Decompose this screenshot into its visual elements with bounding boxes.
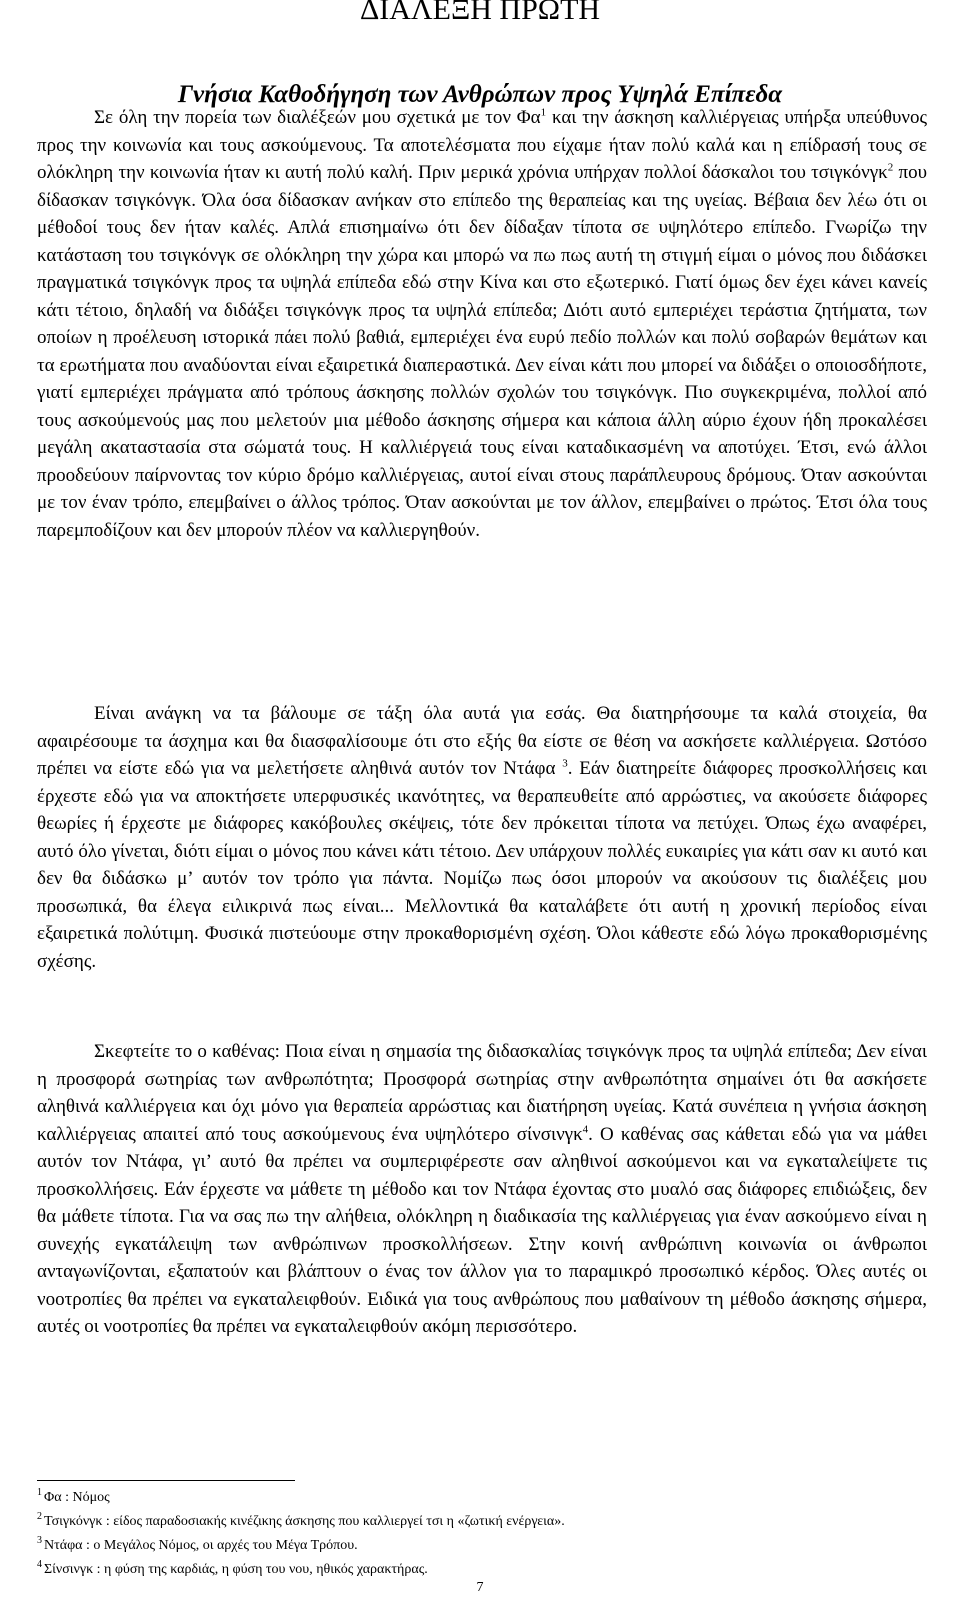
body-paragraph-2 <box>37 700 927 975</box>
paragraph-text: . Ο καθένας σας κάθεται εδώ για να μάθει αυτόν τον Ντάφα, γι’ αυτό θα πρέπει να συμπεριφέρεστε σαν αληθινοί ασκούμενοι και να εγκαταλείψετε τις προσκολλήσεις. Εάν έρχεστε να μάθετε τη μέθοδο και τον Ντάφα έχοντας στο μυαλό σας διάφορες επιδιώξεις, δεν θα μάθετε τίποτα. Για να σας πω την αλήθεια, ολόκληρη η διαδικασία της καλλιέργειας για έναν ασκούμενο είναι η συνεχής εγκατάλειψη των ανθρώπινων προσκολλήσεων. Στην κοινή ανθρώπινη κοινωνία οι άνθρωποι ανταγωνίζονται, εξαπατούν και βλάπτουν ο ένας τον άλλον για το παραμικρό προσωπικό κέρδος. Όλες αυτές οι νοοτροπίες θα πρέπει να εγκαταλειφθούν. Ειδικά για τους ανθρώπους που μαθαίνουν τη μέθοδο άσκησης σήμερα, αυτές οι νοοτροπίες θα πρέπει να εγκαταλειφθούν ακόμη περισσότερο. <box>37 1123 927 1337</box>
footnote-text: Φα : Νόμος <box>44 1490 110 1505</box>
footnote-number: 4 <box>37 1559 42 1571</box>
footnote-ref: 2 <box>887 161 894 174</box>
paragraph-text: Σε όλη την πορεία των διαλέξεών μου σχετικά με τον Φα <box>94 107 541 128</box>
paragraph-text: που δίδασκαν τσιγκόνγκ. Όλα όσα δίδασκαν ανήκαν στο επίπεδο της θεραπείας και της υγείας. Βέβαια δεν λέω ότι οι μέθοδοί τους δεν ήταν καλές. Απλά επισημαίνω ότι δεν δίδαξαν τίποτα σε υψηλότερο επίπεδο. Γνωρίζω την κατάσταση του τσιγκόνγκ σε ολόκληρη την χώρα και μπορώ να πω πως αυτή τη στιγμή είμαι ο μόνος που διδάσκει πραγματικά τσιγκόνγκ προς τα υψηλά επίπεδα εδώ στην Κίνα και στο εξωτερικό. Γιατί όμως δεν έχει κάνει κανείς κάτι τέτοιο, δηλαδή να διδάξει τσιγκόνγκ προς τα υψηλά επίπεδα; Διότι αυτό εμπεριέχει τεράστια ζητήματα, των οποίων η προέλευση ιστορικά πάει πολύ βαθιά, εμπεριέχει ένα ευρύ πεδίο πολλών και πολύ σοβαρών θεμάτων και τα ερωτήματα που αναδύονται είναι εξαιρετικά διαπεραστικά. Δεν είναι κάτι που μπορεί να διδάξει ο οποιοσδήποτε, γιατί εμπεριέχει πράγματα από τρόπους άσκησης πολλών σχολών του τσιγκόνγκ. Πιο συγκεκριμένα, πολλοί από τους ασκούμενούς μας που μελετούν μια μέθοδο άσκησης σήμερα και κάποια άλλη αύριο έχουν ήδη προκαλέσει μεγάλη ακαταστασία στα σώματά τους. Η καλλιέργειά τους είναι καταδικασμένη να αποτύχει. Έτσι, ενώ άλλοι προοδεύουν παίρνοντας τον κύριο δρόμο καλλιέργειας, αυτοί είναι στους παράπλευρους δρόμους. Όταν ασκούνται με τον έναν τρόπο, επεμβαίνει ο άλλος τρόπος. Όταν ασκούνται με τον άλλον, επεμβαίνει ο πρώτος. Έτσι όλα τους παρεμποδίζουν και δεν μπορούν πλέον να καλλιεργηθούν. <box>37 162 927 541</box>
footnote-4 <box>37 1558 927 1582</box>
paragraph-text: και την άσκηση καλλιέργειας υπήρξα υπεύθυνος προς την κοινωνία και τους ασκούμενους. Τα αποτελέσματα που είχαμε ήταν πολύ καλά και η επίδρασή τους σε ολόκληρη την κοινωνία ήταν κι αυτή πολύ καλή. Πριν μερικά χρόνια υπήρχαν πολλοί δάσκαλοι του τσιγκόνγκ <box>37 107 927 183</box>
body-paragraph-3 <box>37 1038 927 1341</box>
body-paragraph-1 <box>37 104 927 544</box>
footnote-text: Σίνσινγκ : η φύση της καρδιάς, η φύση του νου, ηθικός χαρακτήρας. <box>44 1562 428 1577</box>
page-number: 7 <box>476 1580 484 1595</box>
footnote-text: Ντάφα : ο Μεγάλος Νόμος, οι αρχές του Μέγα Τρόπου. <box>44 1538 358 1553</box>
paragraph-text: Είναι ανάγκη να τα βάλουμε σε τάξη όλα αυτά για εσάς. Θα διατηρήσουμε τα καλά στοιχεία, θα αφαιρέσουμε τα άσχημα και θα διασφαλίσουμε ότι στο εξής θα είστε σε θέση να ασκήσετε καλλιέργεια. Ωστόσο πρέπει να είστε εδώ για να μελετήσετε αληθινά αυτόν τον Ντάφα <box>37 703 927 779</box>
paragraph-text: Σκεφτείτε το ο καθένας: Ποια είναι η σημασία της διδασκαλίας τσιγκόνγκ προς τα υψηλά επίπεδα; Δεν είναι η προσφορά σωτηρίας των ανθρωπότητα; Προσφορά σωτηρίας στην ανθρωπότητα σημαίνει ότι θα ασκήσετε αληθινά καλλιέργεια και όχι μόνο για θεραπεία αρρώστιας και διατήρηση υγείας. Κατά συνέπεια η γνήσια άσκηση καλλιέργειας απαιτεί από τους ασκούμενους ένα υψηλότερο σίνσινγκ <box>37 1041 927 1145</box>
paragraph-text: . Εάν διατηρείτε διάφορες προσκολλήσεις και έρχεστε εδώ για να αποκτήσετε υπερφυσικές ικανότητες, να θεραπευθείτε από αρρώστιες, να ακούσετε διάφορες θεωρίες ή έρχεστε με διάφορες κακόβουλες σκέψεις, τότε δεν πρόκειται τίποτα να πετύχει. Όπως έχω αναφέρει, αυτό όλο γίνεται, διότι είμαι ο μόνος που κάνει κάτι τέτοιο. Δεν υπάρχουν πολλές ευκαιρίες για κάτι σαν κι αυτό και δεν θα διδάσκω μ’ αυτόν τον τρόπο για πάντα. Νομίζω πως όσοι μπορούν να ακούσουν τις διαλέξεις μου προσωπικά, θα έλεγα ειλικρινά πως είναι... Μελλοντικά θα καταλάβετε ότι αυτή η χρονική περίοδος είναι εξαιρετικά πολύτιμη. Φυσικά πιστεύουμε στην προκαθορισμένη σχέση. Όλοι κάθεστε εδώ λόγω προκαθορισμένης σχέσης. <box>37 758 927 972</box>
lecture-heading: ΔΙΑΛΕΞΗ ΠΡΩΤΗ <box>359 0 601 26</box>
footnote-ref: 3 <box>562 757 568 770</box>
footnote-number: 2 <box>37 1511 42 1523</box>
footnote-separator <box>37 1480 295 1481</box>
footnote-number: 3 <box>37 1535 42 1547</box>
footnote-text: Τσιγκόνγκ : είδος παραδοσιακής κινέζικης άσκησης που καλλιεργεί τσι η «ζωτική ενέργεια». <box>44 1514 565 1529</box>
footnote-3 <box>37 1534 927 1558</box>
footnote-number: 1 <box>37 1487 42 1499</box>
footnotes <box>37 1486 927 1582</box>
footnote-2 <box>37 1510 927 1534</box>
page-title: Γνήσια Καθοδήγηση των Ανθρώπων προς Υψηλά Επίπεδα <box>177 81 783 108</box>
footnote-1 <box>37 1486 927 1510</box>
footnote-ref: 4 <box>582 1123 589 1136</box>
footnote-ref: 1 <box>540 106 547 119</box>
